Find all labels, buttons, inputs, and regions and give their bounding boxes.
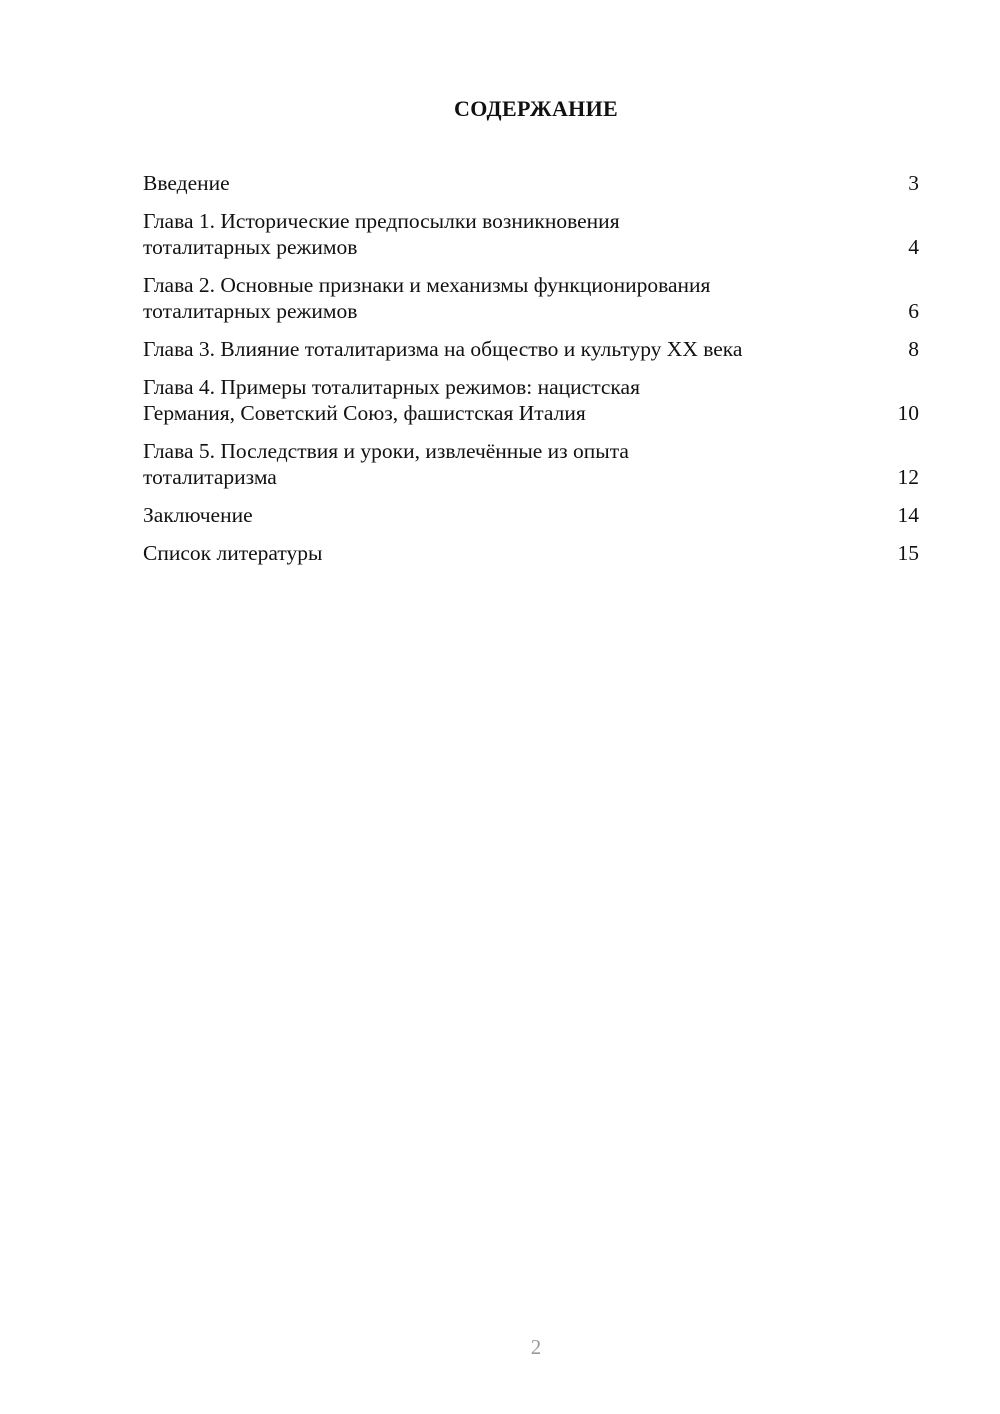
toc-entry-text: Глава 2. Основные признаки и механизмы функционирования тоталитарных режимов [143,273,711,323]
toc-entry-chapter-3 [143,336,919,362]
toc-entry-text: Введение [143,171,230,195]
toc-entry-page: 6 [908,299,919,323]
toc-entry-introduction [143,170,919,196]
toc-entry-page: 10 [897,401,919,425]
page-title: СОДЕРЖАНИЕ [454,96,618,121]
toc-entry-page: 14 [897,503,919,527]
toc-entry-chapter-1 [143,208,919,260]
toc-entry-page: 12 [897,465,919,489]
toc-entry-chapter-4 [143,374,919,426]
toc-entry-bibliography [143,540,919,566]
table-of-contents [143,170,919,578]
toc-entry-text: Глава 1. Исторические предпосылки возникновения тоталитарных режимов [143,209,620,259]
toc-entry-page: 4 [908,235,919,259]
toc-entry-conclusion [143,502,919,528]
toc-entry-text: Глава 4. Примеры тоталитарных режимов: нацистская Германия, Советский Союз, фашистская Италия [143,375,640,425]
toc-entry-text: Глава 3. Влияние тоталитаризма на общество и культуру XX века [143,337,743,361]
toc-entry-text: Список литературы [143,541,323,565]
toc-entry-page: 8 [908,337,919,361]
toc-entry-page: 3 [908,171,919,195]
toc-entry-chapter-5 [143,438,919,490]
page-number: 2 [530,1335,542,1359]
toc-entry-chapter-2 [143,272,919,324]
toc-entry-text: Глава 5. Последствия и уроки, извлечённые из опыта тоталитаризма [143,439,629,489]
toc-entry-page: 15 [897,541,919,565]
toc-entry-text: Заключение [143,503,253,527]
